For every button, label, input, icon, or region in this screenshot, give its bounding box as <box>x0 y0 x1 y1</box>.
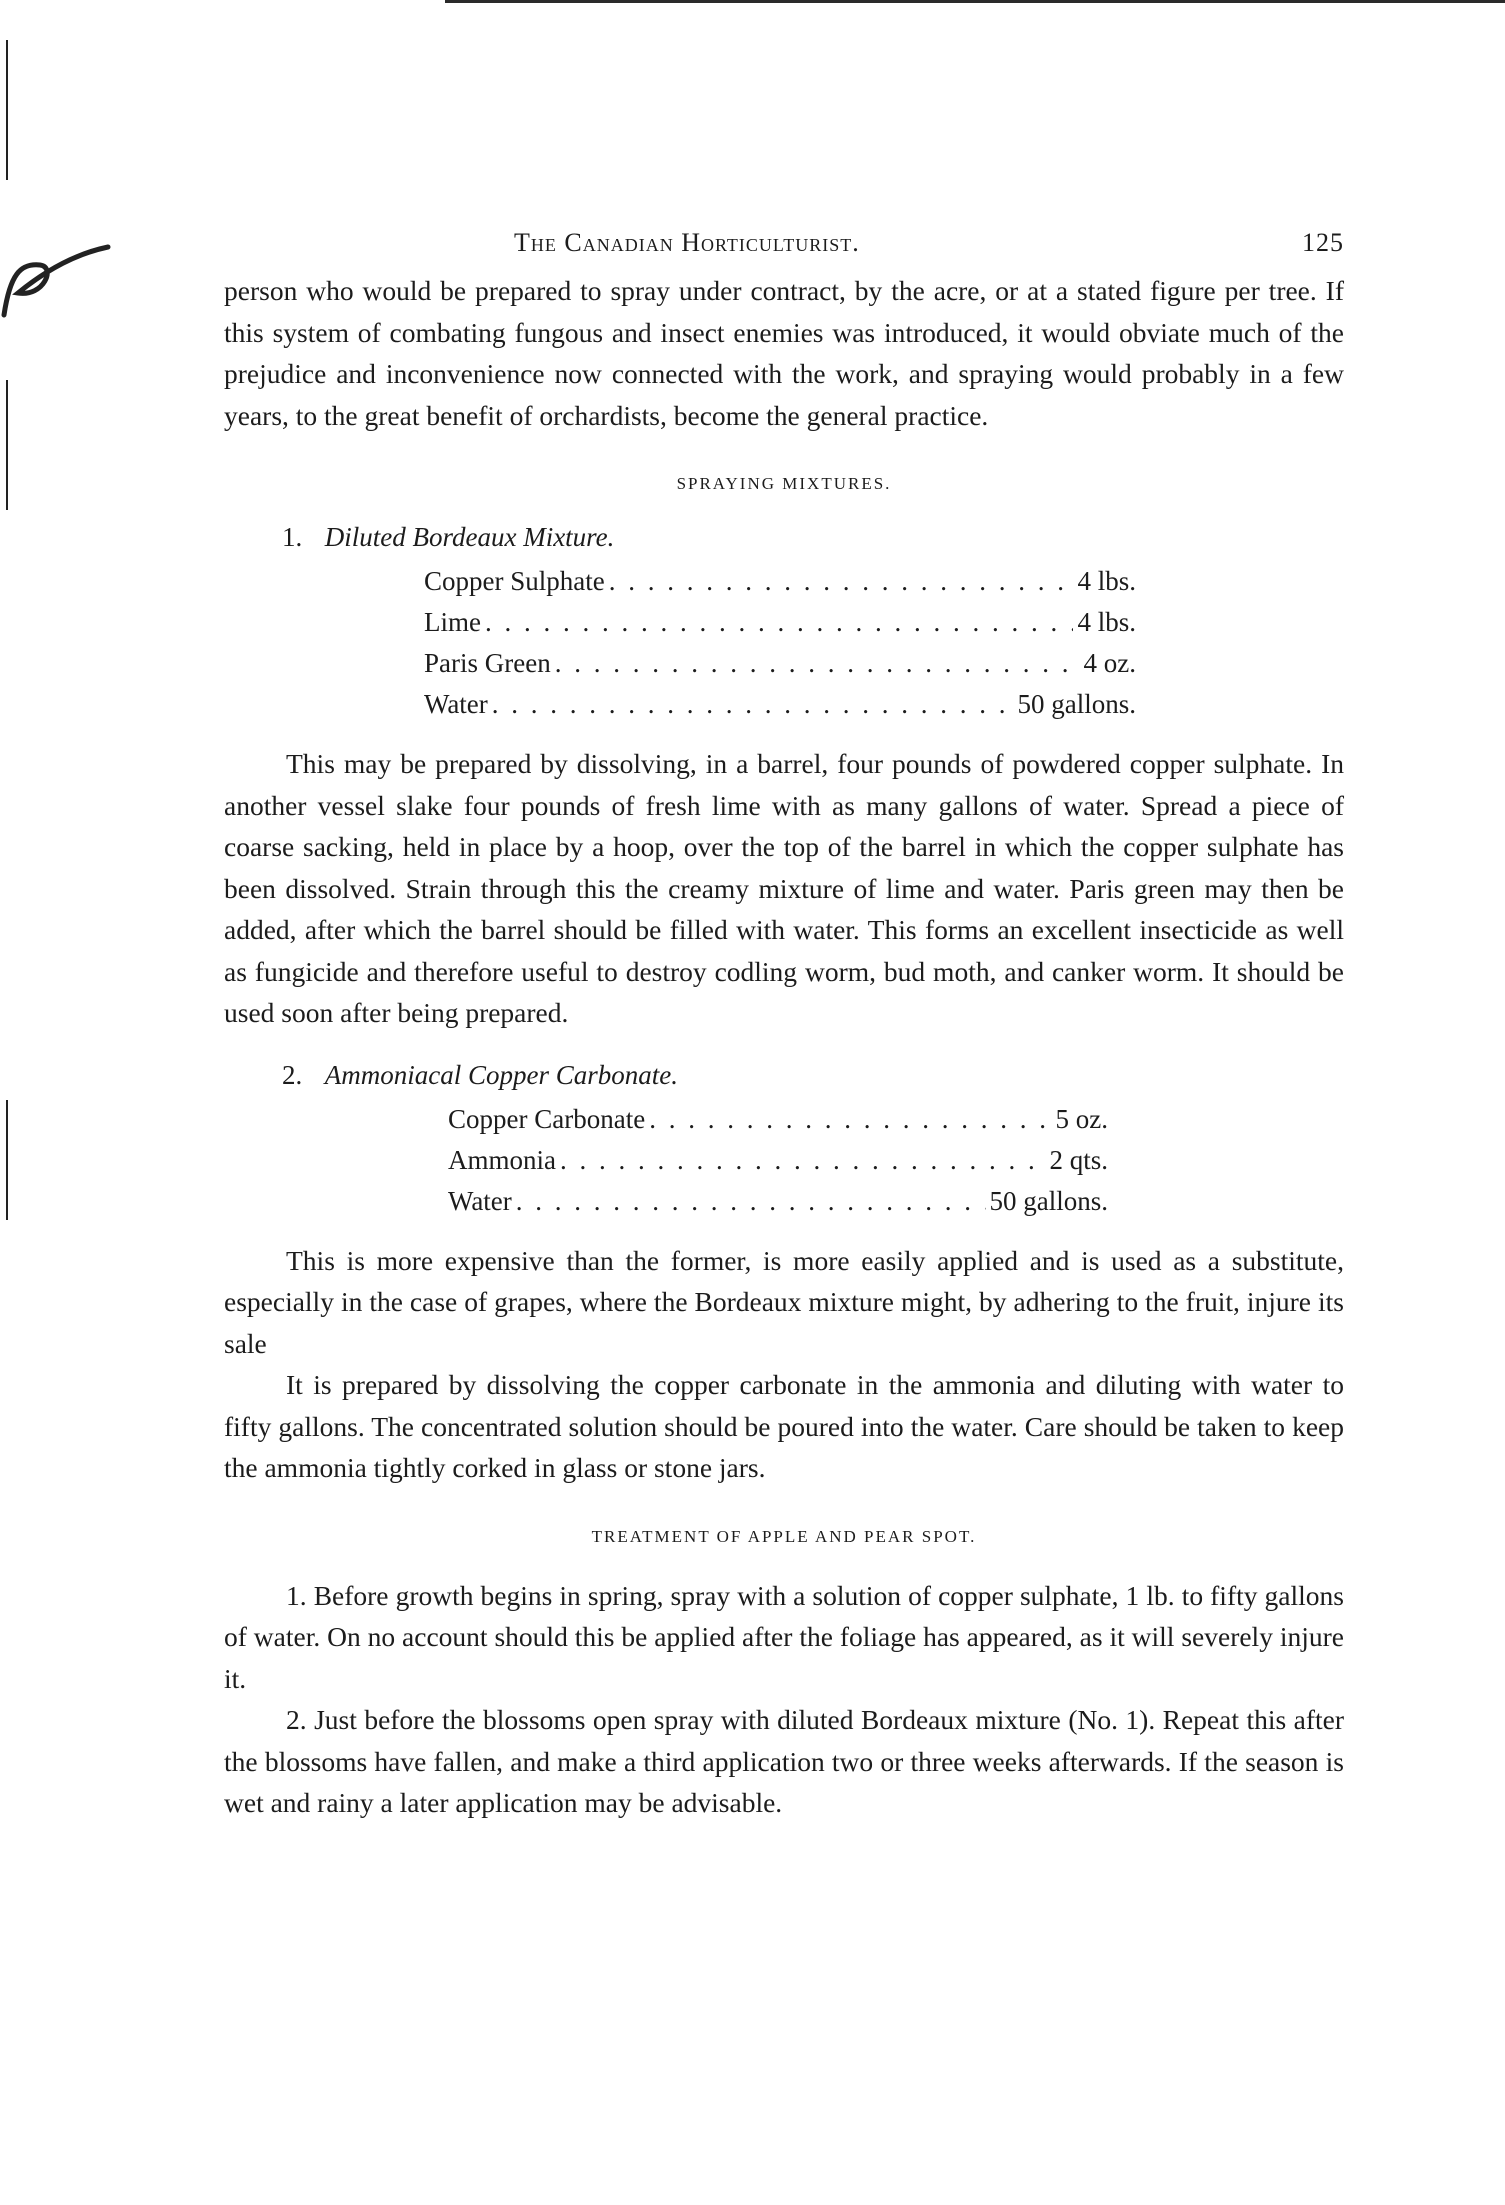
recipe-title-carbonate <box>282 1060 1344 1091</box>
margin-mark <box>6 380 8 510</box>
ingredient-name: Water <box>448 1185 512 1216</box>
recipe-number: 2. <box>282 1059 303 1090</box>
treatment-step: 2. Just before the blossoms open spray with diluted Bordeaux mixture (No. 1). Repeat this after the blossoms have fallen, and make a third application two or three weeks afterwards. If the season is wet and rainy a later application may be advisable. <box>224 1704 1344 1818</box>
dot-leader <box>560 1140 1045 1181</box>
ingredient-row <box>448 1140 1108 1181</box>
dot-leader <box>516 1181 986 1222</box>
dot-leader <box>485 602 1074 643</box>
continuation-paragraph: person who would be prepared to spray under contract, by the acre, or at a stated figure per tree. If this system of combating fungous and insect enemies was introduced, it would obviate much of the prejudice and inconvenience now connected with the work, and spraying would probably in a few years, to the great benefit of orchardists, become the general practice. <box>224 275 1344 431</box>
ingredient-amount: 4 lbs. <box>1077 607 1136 637</box>
margin-tick-mark <box>0 235 120 325</box>
ingredient-name: Ammonia <box>448 1144 556 1175</box>
dot-leader <box>555 643 1080 684</box>
margin-mark <box>6 40 8 180</box>
ingredient-name: Lime <box>424 607 481 637</box>
ingredient-amount: 50 gallons. <box>1017 689 1136 719</box>
top-rule <box>445 0 1505 3</box>
ingredient-row <box>424 643 1136 684</box>
ingredient-list-bordeaux <box>424 561 1136 725</box>
running-head <box>224 220 1344 270</box>
ingredient-row <box>424 602 1136 643</box>
ingredient-name: Copper Sulphate <box>424 566 605 596</box>
section-heading-spraying-mixtures: SPRAYING MIXTURES. <box>676 474 892 493</box>
recipe-title-bordeaux <box>282 522 1344 553</box>
dot-leader <box>609 561 1074 602</box>
section-heading-treatment: TREATMENT OF APPLE AND PEAR SPOT. <box>591 1526 977 1546</box>
ingredient-amount: 4 oz. <box>1083 648 1136 678</box>
recipe-number: 1. <box>282 522 303 552</box>
dot-leader <box>649 1099 1051 1140</box>
carbonate-note-paragraph: This is more expensive than the former, is more easily applied and is used as a substitute, especially in the case of grapes, where the Bordeaux mixture might, by adhering to the fruit, injure its sale <box>224 1244 1344 1359</box>
ingredient-row <box>448 1181 1108 1222</box>
ingredient-row <box>448 1099 1108 1140</box>
ingredient-amount: 50 gallons. <box>989 1185 1108 1216</box>
recipe-name: Diluted Bordeaux Mixture. <box>324 522 615 552</box>
bordeaux-preparation-paragraph: This may be prepared by dissolving, in a barrel, four pounds of powdered copper sulphate. In another vessel slake four pounds of fresh lime with as many gallons of water. Spread a piece of coarse sacking, held in place by a hoop, over the top of the barrel in which the copper sulphate has been dissolved. Strain through this the creamy mixture of lime and water. Paris green may then be added, after which the barrel should be filled with water. This forms an excellent insecticide as well as fungicide and therefore useful to destroy codling worm, bud moth, and canker worm. It should be used soon after being prepared. <box>224 748 1344 1028</box>
margin-mark <box>6 1100 8 1220</box>
dot-leader <box>492 684 1014 725</box>
ingredient-row <box>424 684 1136 725</box>
recipe-name: Ammoniacal Copper Carbonate. <box>324 1059 678 1090</box>
page-number: 125 <box>1302 228 1344 257</box>
ingredient-list-carbonate <box>448 1099 1108 1222</box>
running-title: The Canadian Horticulturist. <box>514 228 860 257</box>
ingredient-row <box>424 561 1136 602</box>
ingredient-name: Copper Carbonate <box>448 1103 646 1134</box>
ingredient-amount: 2 qts. <box>1049 1144 1108 1175</box>
carbonate-preparation-paragraph: It is prepared by dissolving the copper carbonate in the ammonia and diluting with water to fifty gallons. The concentrated solution should be poured into the water. Care should be taken to keep the ammonia tightly corked in glass or stone jars. <box>224 1369 1344 1483</box>
treatment-step: 1. Before growth begins in spring, spray with a solution of copper sulphate, 1 lb. to fifty gallons of water. On no account should this be applied after the foliage has appeared, as it will severely injure it. <box>224 1579 1344 1694</box>
ingredient-name: Paris Green <box>424 648 551 678</box>
page-content <box>224 220 1344 1824</box>
ingredient-amount: 4 lbs. <box>1077 566 1136 596</box>
ingredient-name: Water <box>424 689 488 719</box>
ingredient-amount: 5 oz. <box>1055 1103 1108 1134</box>
